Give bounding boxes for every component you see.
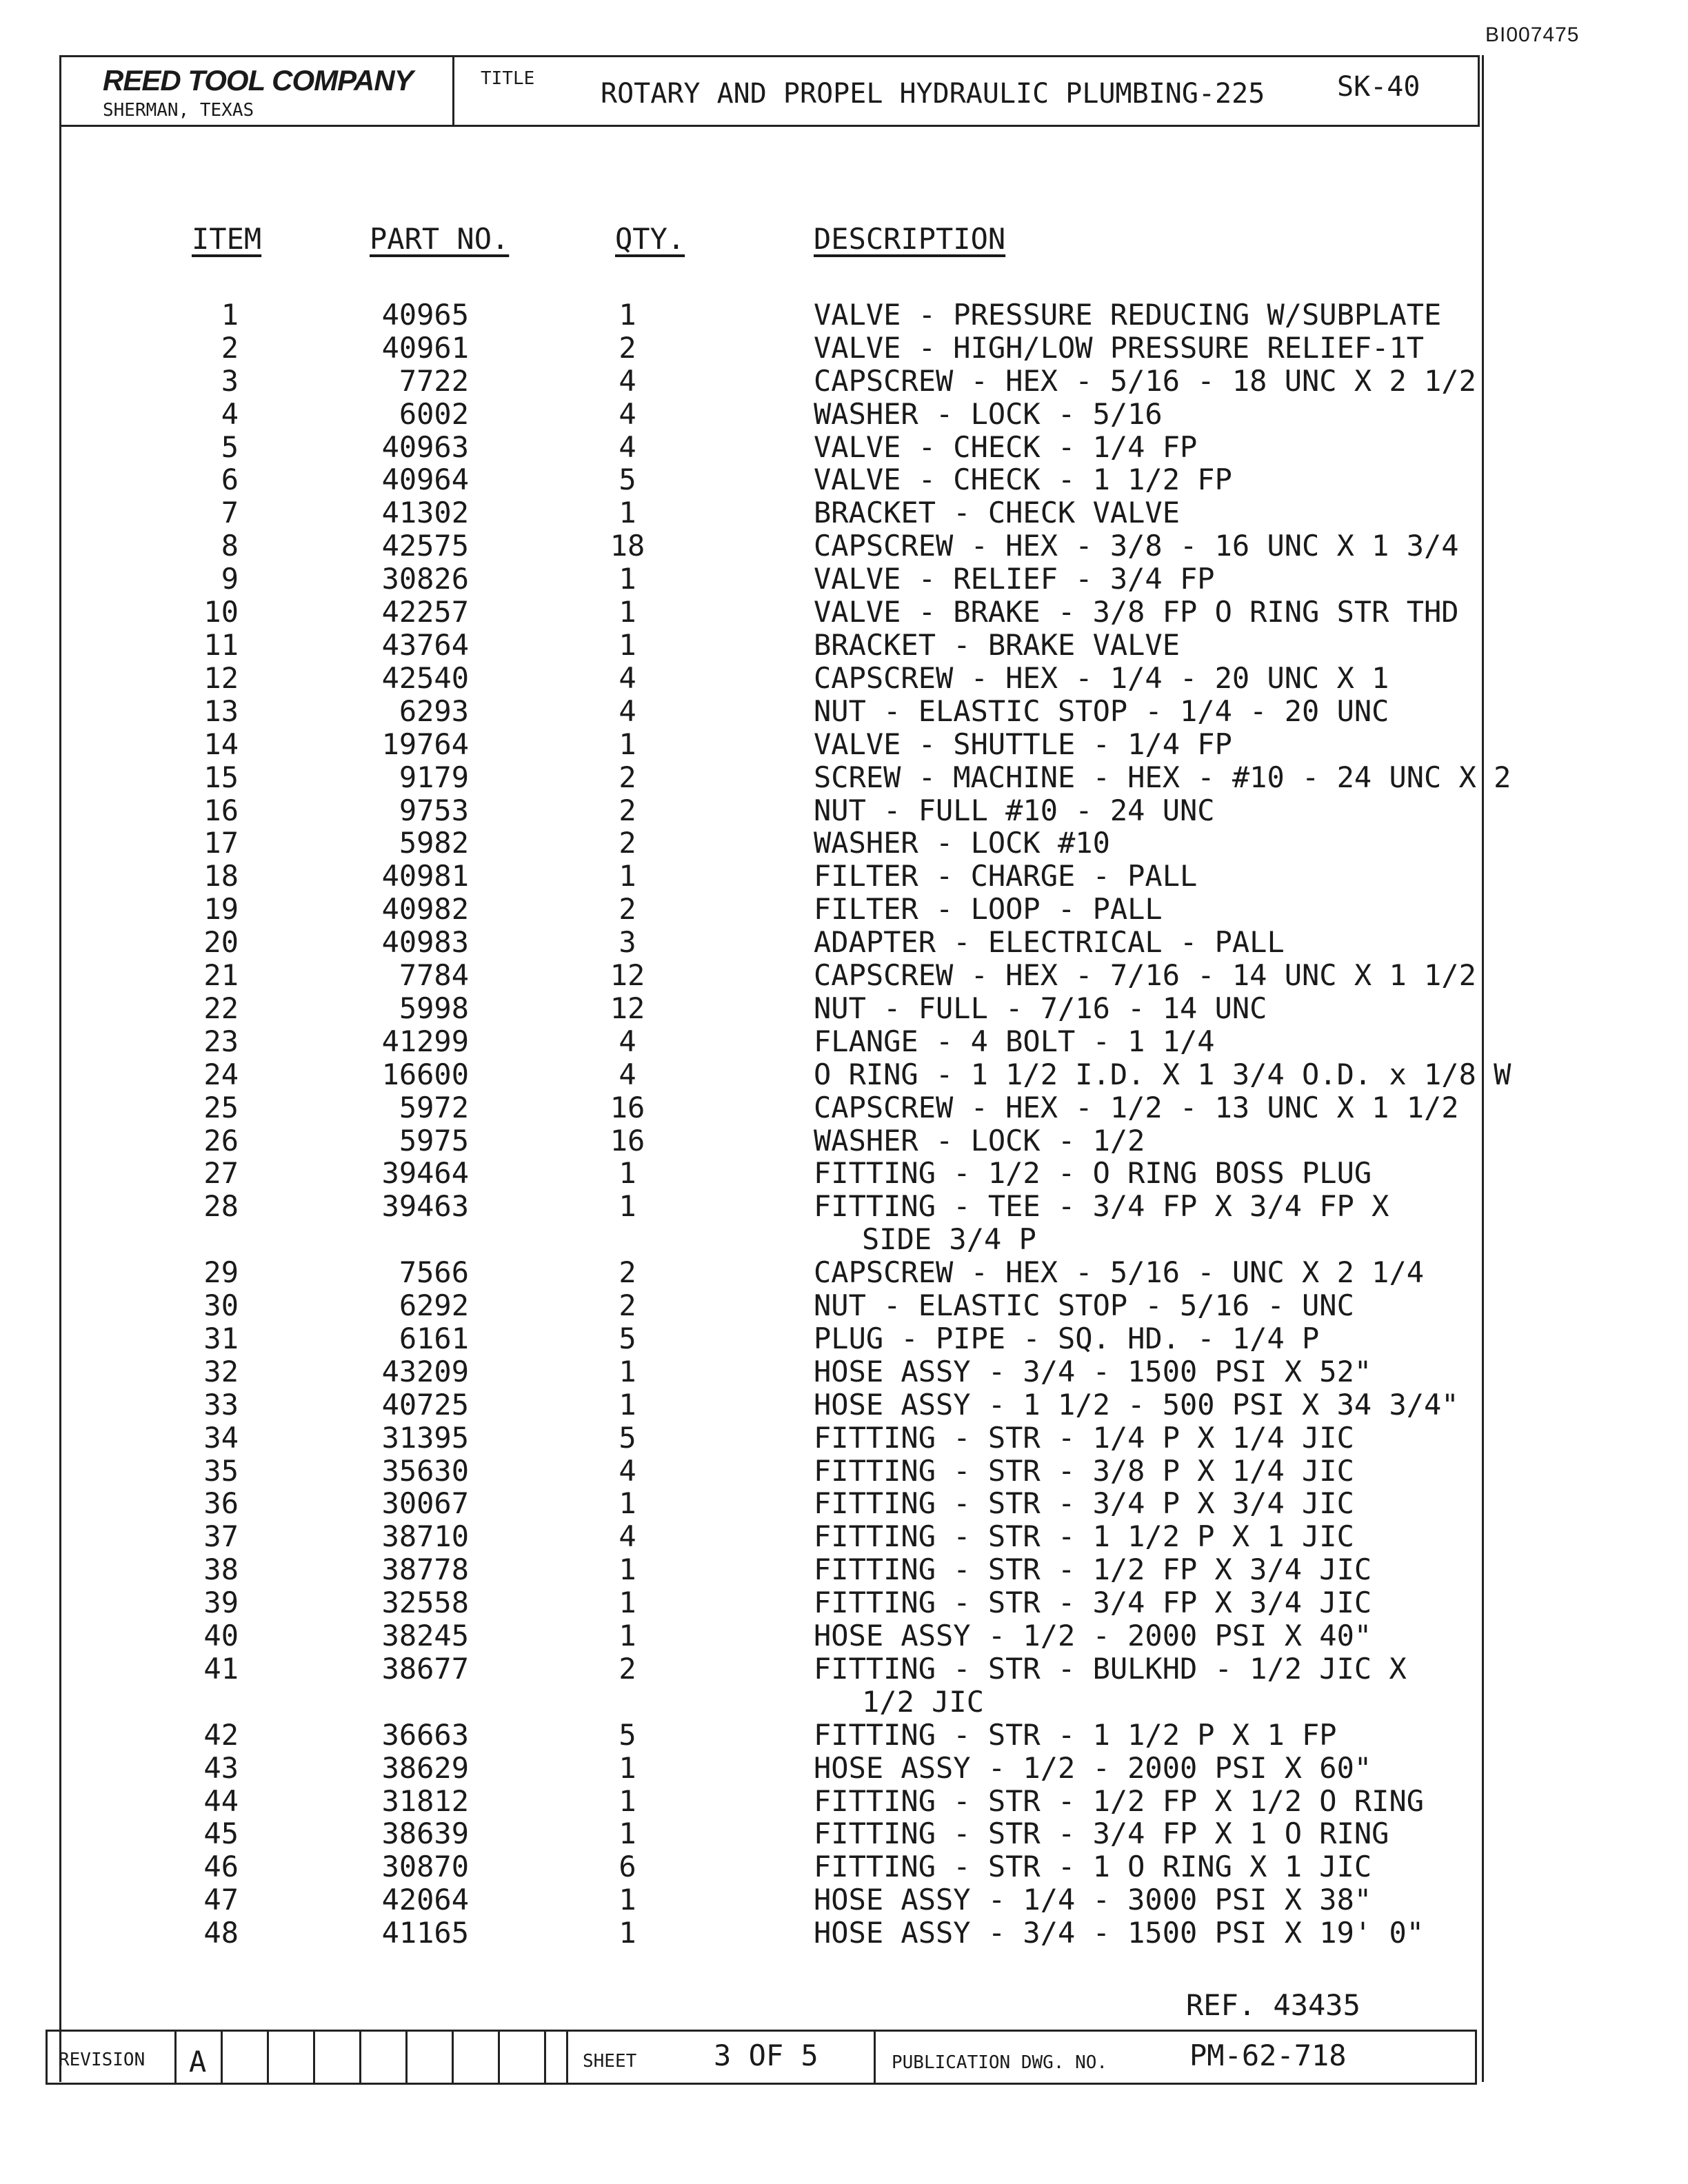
row-description: FITTING - TEE - 3/4 FP X 3/4 FP X xyxy=(814,1189,1389,1223)
publication-divider xyxy=(874,2032,876,2083)
row-part-number: 41302 xyxy=(381,496,469,529)
row-description: FITTING - STR - 1 1/2 P X 1 JIC xyxy=(814,1519,1354,1553)
footer-block xyxy=(46,2030,1477,2085)
row-part-number: 40965 xyxy=(381,298,469,332)
column-header-part-no: PART NO. xyxy=(370,222,510,256)
row-item-number: 29 xyxy=(203,1255,239,1289)
row-description: HOSE ASSY - 1/2 - 2000 PSI X 60" xyxy=(814,1751,1372,1785)
row-part-number: 7722 xyxy=(399,364,469,398)
row-quantity: 5 xyxy=(619,1718,636,1752)
row-quantity: 1 xyxy=(619,1817,636,1850)
row-part-number: 7784 xyxy=(399,958,469,992)
row-item-number: 47 xyxy=(203,1883,239,1917)
row-item-number: 10 xyxy=(203,595,239,629)
row-quantity: 2 xyxy=(619,1255,636,1289)
company-cell xyxy=(61,57,454,125)
revision-cell xyxy=(221,2032,267,2083)
row-part-number: 30826 xyxy=(381,562,469,596)
row-description: WASHER - LOCK - 5/16 xyxy=(814,397,1163,431)
row-description: FITTING - STR - 3/4 P X 3/4 JIC xyxy=(814,1486,1354,1520)
row-item-number: 39 xyxy=(203,1586,239,1619)
row-item-number: 36 xyxy=(203,1486,239,1520)
row-description: CAPSCREW - HEX - 5/16 - UNC X 2 1/4 xyxy=(814,1255,1425,1289)
row-item-number: 41 xyxy=(203,1652,239,1686)
row-part-number: 41299 xyxy=(381,1024,469,1058)
row-item-number: 21 xyxy=(203,958,239,992)
row-description: VALVE - SHUTTLE - 1/4 FP xyxy=(814,727,1232,761)
row-part-number: 6161 xyxy=(399,1322,469,1355)
row-item-number: 8 xyxy=(221,529,239,563)
title-block xyxy=(59,55,1480,127)
row-part-number: 38778 xyxy=(381,1553,469,1586)
row-description-continued: 1/2 JIC xyxy=(862,1685,985,1719)
revision-cell xyxy=(498,2032,544,2083)
row-description: HOSE ASSY - 1/2 - 2000 PSI X 40" xyxy=(814,1619,1372,1652)
row-description: WASHER - LOCK #10 xyxy=(814,826,1110,860)
row-description: CAPSCREW - HEX - 1/2 - 13 UNC X 1 1/2 xyxy=(814,1091,1459,1124)
row-quantity: 1 xyxy=(619,727,636,761)
revision-cell xyxy=(313,2032,359,2083)
row-description: FITTING - STR - 3/4 FP X 3/4 JIC xyxy=(814,1586,1372,1619)
row-part-number: 38639 xyxy=(381,1817,469,1850)
row-quantity: 1 xyxy=(619,1586,636,1619)
row-quantity: 2 xyxy=(619,1288,636,1322)
row-item-number: 34 xyxy=(203,1421,239,1455)
row-description: FITTING - STR - 1 1/2 P X 1 FP xyxy=(814,1718,1337,1752)
row-quantity: 1 xyxy=(619,1355,636,1388)
reference-number: REF. 43435 xyxy=(1186,1988,1360,2022)
row-item-number: 37 xyxy=(203,1519,239,1553)
row-item-number: 20 xyxy=(203,925,239,959)
revision-cell xyxy=(452,2032,498,2083)
row-description: SCREW - MACHINE - HEX - #10 - 24 UNC X 2 xyxy=(814,760,1511,794)
row-description: NUT - ELASTIC STOP - 5/16 - UNC xyxy=(814,1288,1354,1322)
row-item-number: 44 xyxy=(203,1784,239,1818)
row-item-number: 5 xyxy=(221,430,239,464)
document-title: ROTARY AND PROPEL HYDRAULIC PLUMBING-225 xyxy=(601,78,1265,110)
row-description: VALVE - BRAKE - 3/8 FP O RING STR THD xyxy=(814,595,1459,629)
row-item-number: 23 xyxy=(203,1024,239,1058)
row-description: FITTING - STR - 1 O RING X 1 JIC xyxy=(814,1850,1372,1883)
row-item-number: 42 xyxy=(203,1718,239,1752)
row-quantity: 4 xyxy=(619,1024,636,1058)
row-part-number: 42064 xyxy=(381,1883,469,1917)
row-description: CAPSCREW - HEX - 5/16 - 18 UNC X 2 1/2 xyxy=(814,364,1476,398)
row-item-number: 48 xyxy=(203,1916,239,1950)
row-item-number: 38 xyxy=(203,1553,239,1586)
row-description: FILTER - CHARGE - PALL xyxy=(814,859,1198,893)
row-part-number: 38245 xyxy=(381,1619,469,1652)
row-item-number: 32 xyxy=(203,1355,239,1388)
row-item-number: 26 xyxy=(203,1124,239,1157)
row-description-continued: SIDE 3/4 P xyxy=(862,1222,1036,1256)
sheet-number: 3 OF 5 xyxy=(714,2039,818,2072)
row-description: FITTING - STR - 3/8 P X 1/4 JIC xyxy=(814,1454,1354,1488)
row-item-number: 9 xyxy=(221,562,239,596)
row-part-number: 40964 xyxy=(381,463,469,496)
row-part-number: 42575 xyxy=(381,529,469,563)
row-part-number: 43209 xyxy=(381,1355,469,1388)
row-quantity: 4 xyxy=(619,694,636,728)
row-quantity: 12 xyxy=(610,991,645,1025)
row-description: HOSE ASSY - 1/4 - 3000 PSI X 38" xyxy=(814,1883,1372,1917)
company-name: REED TOOL COMPANY xyxy=(103,64,413,97)
row-description: FILTER - LOOP - PALL xyxy=(814,892,1163,926)
row-description: VALVE - PRESSURE REDUCING W/SUBPLATE xyxy=(814,298,1442,332)
row-quantity: 4 xyxy=(619,1058,636,1091)
row-quantity: 1 xyxy=(619,1916,636,1950)
publication-label: PUBLICATION DWG. NO. xyxy=(892,2052,1108,2073)
row-description: BRACKET - CHECK VALVE xyxy=(814,496,1180,529)
row-quantity: 1 xyxy=(619,562,636,596)
drawing-code: SK-40 xyxy=(1337,71,1420,103)
row-item-number: 15 xyxy=(203,760,239,794)
row-item-number: 46 xyxy=(203,1850,239,1883)
revision-cell xyxy=(267,2032,313,2083)
row-quantity: 2 xyxy=(619,1652,636,1686)
row-quantity: 2 xyxy=(619,826,636,860)
row-item-number: 27 xyxy=(203,1156,239,1190)
row-description: PLUG - PIPE - SQ. HD. - 1/4 P xyxy=(814,1322,1320,1355)
row-description: CAPSCREW - HEX - 3/8 - 16 UNC X 1 3/4 xyxy=(814,529,1459,563)
row-part-number: 16600 xyxy=(381,1058,469,1091)
row-item-number: 24 xyxy=(203,1058,239,1091)
row-item-number: 2 xyxy=(221,331,239,365)
row-description: O RING - 1 1/2 I.D. X 1 3/4 O.D. x 1/8 W xyxy=(814,1058,1511,1091)
row-description: CAPSCREW - HEX - 7/16 - 14 UNC X 1 1/2 xyxy=(814,958,1476,992)
row-part-number: 31812 xyxy=(381,1784,469,1818)
row-quantity: 1 xyxy=(619,859,636,893)
row-item-number: 43 xyxy=(203,1751,239,1785)
row-part-number: 38629 xyxy=(381,1751,469,1785)
row-description: VALVE - CHECK - 1/4 FP xyxy=(814,430,1198,464)
row-part-number: 42257 xyxy=(381,595,469,629)
row-item-number: 35 xyxy=(203,1454,239,1488)
row-description: NUT - ELASTIC STOP - 1/4 - 20 UNC xyxy=(814,694,1389,728)
row-quantity: 4 xyxy=(619,397,636,431)
row-part-number: 19764 xyxy=(381,727,469,761)
row-description: HOSE ASSY - 3/4 - 1500 PSI X 52" xyxy=(814,1355,1372,1388)
row-part-number: 41165 xyxy=(381,1916,469,1950)
row-part-number: 43764 xyxy=(381,628,469,662)
row-item-number: 11 xyxy=(203,628,239,662)
row-description: FITTING - 1/2 - O RING BOSS PLUG xyxy=(814,1156,1372,1190)
row-part-number: 30067 xyxy=(381,1486,469,1520)
row-description: FITTING - STR - 1/2 FP X 3/4 JIC xyxy=(814,1553,1372,1586)
revision-cell: A xyxy=(174,2032,221,2083)
row-part-number: 40961 xyxy=(381,331,469,365)
row-item-number: 33 xyxy=(203,1388,239,1422)
row-part-number: 6293 xyxy=(399,694,469,728)
row-quantity: 1 xyxy=(619,628,636,662)
column-header-description: DESCRIPTION xyxy=(814,222,1006,256)
row-item-number: 45 xyxy=(203,1817,239,1850)
row-part-number: 6002 xyxy=(399,397,469,431)
row-quantity: 1 xyxy=(619,496,636,529)
row-item-number: 3 xyxy=(221,364,239,398)
row-quantity: 5 xyxy=(619,1421,636,1455)
row-quantity: 4 xyxy=(619,1454,636,1488)
revision-cell xyxy=(359,2032,405,2083)
row-quantity: 5 xyxy=(619,463,636,496)
publication-number: PM-62-718 xyxy=(1189,2039,1347,2072)
row-quantity: 2 xyxy=(619,793,636,827)
row-quantity: 1 xyxy=(619,1156,636,1190)
row-quantity: 4 xyxy=(619,430,636,464)
row-part-number: 5972 xyxy=(399,1091,469,1124)
row-part-number: 40982 xyxy=(381,892,469,926)
row-quantity: 1 xyxy=(619,1553,636,1586)
row-quantity: 1 xyxy=(619,595,636,629)
row-quantity: 2 xyxy=(619,760,636,794)
row-quantity: 1 xyxy=(619,1486,636,1520)
row-quantity: 12 xyxy=(610,958,645,992)
row-part-number: 42540 xyxy=(381,661,469,695)
row-description: FITTING - STR - BULKHD - 1/2 JIC X xyxy=(814,1652,1407,1686)
row-part-number: 5982 xyxy=(399,826,469,860)
row-quantity: 1 xyxy=(619,1619,636,1652)
row-description: BRACKET - BRAKE VALVE xyxy=(814,628,1180,662)
row-item-number: 28 xyxy=(203,1189,239,1223)
row-quantity: 1 xyxy=(619,1784,636,1818)
row-quantity: 4 xyxy=(619,1519,636,1553)
row-description: FLANGE - 4 BOLT - 1 1/4 xyxy=(814,1024,1215,1058)
row-quantity: 2 xyxy=(619,892,636,926)
row-description: WASHER - LOCK - 1/2 xyxy=(814,1124,1145,1157)
row-quantity: 1 xyxy=(619,298,636,332)
row-item-number: 14 xyxy=(203,727,239,761)
row-item-number: 4 xyxy=(221,397,239,431)
row-part-number: 38677 xyxy=(381,1652,469,1686)
column-header-item: ITEM xyxy=(192,222,262,256)
row-part-number: 38710 xyxy=(381,1519,469,1553)
row-description: FITTING - STR - 3/4 FP X 1 O RING xyxy=(814,1817,1389,1850)
row-description: VALVE - HIGH/LOW PRESSURE RELIEF-1T xyxy=(814,331,1425,365)
row-description: VALVE - RELIEF - 3/4 FP xyxy=(814,562,1215,596)
row-part-number: 5975 xyxy=(399,1124,469,1157)
row-quantity: 16 xyxy=(610,1091,645,1124)
revision-label: REVISION xyxy=(59,2050,145,2070)
row-item-number: 40 xyxy=(203,1619,239,1652)
revision-cells xyxy=(174,2032,590,2083)
row-part-number: 35630 xyxy=(381,1454,469,1488)
row-part-number: 36663 xyxy=(381,1718,469,1752)
row-item-number: 12 xyxy=(203,661,239,695)
row-part-number: 5998 xyxy=(399,991,469,1025)
row-description: ADAPTER - ELECTRICAL - PALL xyxy=(814,925,1285,959)
row-item-number: 25 xyxy=(203,1091,239,1124)
row-quantity: 4 xyxy=(619,364,636,398)
row-quantity: 1 xyxy=(619,1883,636,1917)
row-quantity: 3 xyxy=(619,925,636,959)
sheet-label: SHEET xyxy=(583,2051,637,2072)
row-part-number: 30870 xyxy=(381,1850,469,1883)
row-item-number: 30 xyxy=(203,1288,239,1322)
row-part-number: 6292 xyxy=(399,1288,469,1322)
row-part-number: 9753 xyxy=(399,793,469,827)
row-part-number: 40981 xyxy=(381,859,469,893)
row-item-number: 16 xyxy=(203,793,239,827)
row-part-number: 40725 xyxy=(381,1388,469,1422)
row-item-number: 18 xyxy=(203,859,239,893)
row-item-number: 7 xyxy=(221,496,239,529)
row-item-number: 31 xyxy=(203,1322,239,1355)
row-quantity: 5 xyxy=(619,1322,636,1355)
sheet-divider xyxy=(566,2032,568,2083)
row-description: NUT - FULL - 7/16 - 14 UNC xyxy=(814,991,1267,1025)
row-quantity: 2 xyxy=(619,331,636,365)
row-quantity: 4 xyxy=(619,661,636,695)
revision-cell xyxy=(405,2032,452,2083)
row-part-number: 32558 xyxy=(381,1586,469,1619)
row-quantity: 16 xyxy=(610,1124,645,1157)
row-item-number: 6 xyxy=(221,463,239,496)
row-part-number: 9179 xyxy=(399,760,469,794)
row-quantity: 6 xyxy=(619,1850,636,1883)
row-part-number: 40983 xyxy=(381,925,469,959)
column-header-qty: QTY. xyxy=(615,222,685,256)
row-description: CAPSCREW - HEX - 1/4 - 20 UNC X 1 xyxy=(814,661,1389,695)
row-item-number: 22 xyxy=(203,991,239,1025)
row-item-number: 17 xyxy=(203,826,239,860)
row-description: HOSE ASSY - 1 1/2 - 500 PSI X 34 3/4" xyxy=(814,1388,1459,1422)
row-description: VALVE - CHECK - 1 1/2 FP xyxy=(814,463,1232,496)
row-item-number: 19 xyxy=(203,892,239,926)
row-item-number: 1 xyxy=(221,298,239,332)
row-quantity: 1 xyxy=(619,1751,636,1785)
row-part-number: 7566 xyxy=(399,1255,469,1289)
row-description: HOSE ASSY - 3/4 - 1500 PSI X 19' 0" xyxy=(814,1916,1425,1950)
row-part-number: 39463 xyxy=(381,1189,469,1223)
title-label: TITLE xyxy=(481,68,535,89)
row-part-number: 39464 xyxy=(381,1156,469,1190)
row-description: FITTING - STR - 1/2 FP X 1/2 O RING xyxy=(814,1784,1425,1818)
row-part-number: 31395 xyxy=(381,1421,469,1455)
row-quantity: 1 xyxy=(619,1189,636,1223)
row-quantity: 18 xyxy=(610,529,645,563)
row-description: FITTING - STR - 1/4 P X 1/4 JIC xyxy=(814,1421,1354,1455)
row-item-number: 13 xyxy=(203,694,239,728)
row-part-number: 40963 xyxy=(381,430,469,464)
company-location: SHERMAN, TEXAS xyxy=(103,100,254,121)
row-quantity: 1 xyxy=(619,1388,636,1422)
row-description: NUT - FULL #10 - 24 UNC xyxy=(814,793,1215,827)
document-id: BI007475 xyxy=(1485,23,1580,46)
